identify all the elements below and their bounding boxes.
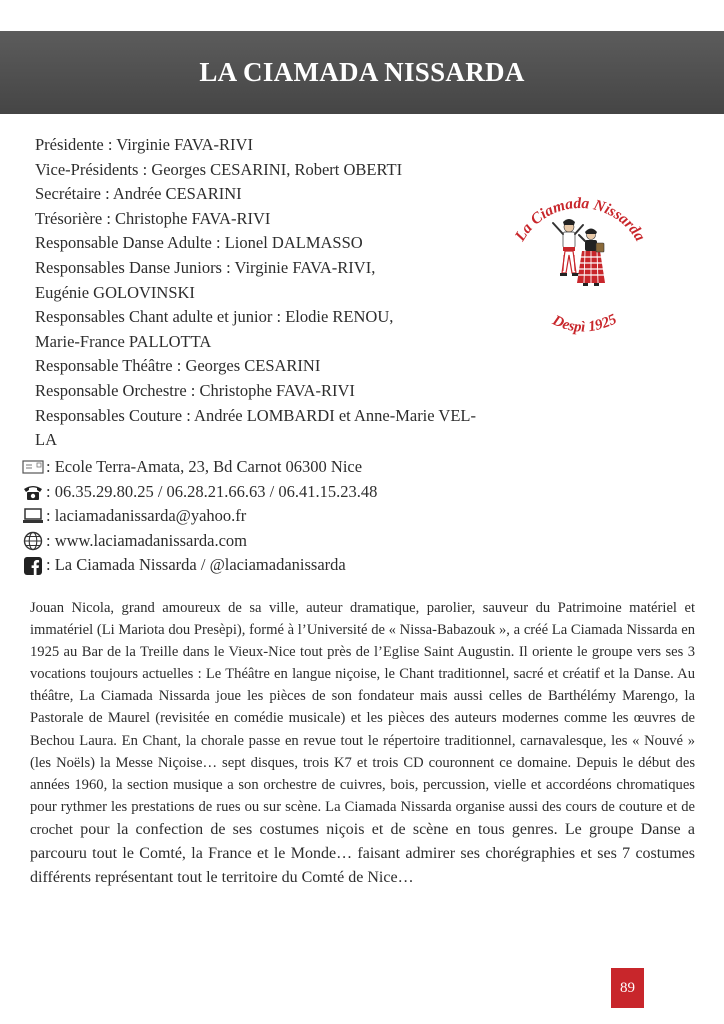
contact-list: [22, 455, 582, 578]
page-number: 89: [611, 968, 644, 1008]
officer-line: Responsable Danse Adulte : Lionel DALMASSO: [35, 233, 363, 253]
logo-top-text: La Ciamada Nissarda: [511, 194, 649, 245]
officer-line: Eugénie GOLOVINSKI: [35, 282, 195, 302]
phone-icon: [22, 483, 44, 501]
website-row: [22, 529, 582, 554]
page-title: LA CIAMADA NISSARDA: [199, 57, 525, 87]
email-row: [22, 504, 582, 529]
officer-line: Responsable Théâtre : Georges CESARINI: [35, 356, 321, 376]
officer-line: Responsable Orchestre : Christophe FAVA-RIVI: [35, 380, 355, 400]
title-banner: [0, 31, 724, 114]
address-row: [22, 455, 582, 480]
officer-line: Responsables Couture : Andrée LOMBARDI et Anne-Marie VEL-: [35, 405, 476, 425]
laptop-icon: [22, 507, 44, 525]
envelope-icon: [22, 458, 44, 476]
phone-row: [22, 480, 582, 505]
association-logo: [505, 185, 655, 345]
officer-line: Trésorière : Christophe FAVA-RIVI: [35, 208, 271, 228]
globe-icon: [22, 532, 44, 550]
facebook-row: [22, 553, 582, 578]
history-text: [30, 597, 695, 890]
officer-line: Présidente : Virginie FAVA-RIVI: [35, 135, 253, 154]
facebook-icon: [22, 557, 44, 575]
officer-line: LA: [35, 430, 57, 450]
officer-line: Responsables Chant adulte et junior : Elodie RENOU,: [35, 307, 394, 327]
phone-text: : 06.35.29.80.25 / 06.28.21.66.63 / 06.41.15.23.48: [46, 481, 378, 501]
logo-bottom-text: Despì 1925: [550, 311, 620, 336]
email-text[interactable]: : laciamadanissarda@yahoo.fr: [46, 506, 247, 526]
dancers-illustration: [553, 219, 605, 286]
officer-line: Vice-Présidents : Georges CESARINI, Robert OBERTI: [35, 159, 403, 179]
officer-line: Secrétaire : Andrée CESARINI: [35, 184, 242, 204]
top-margin: [0, 0, 724, 30]
facebook-text[interactable]: : La Ciamada Nissarda / @laciamadanissarda: [46, 555, 346, 575]
website-text[interactable]: : www.laciamadanissarda.com: [46, 530, 247, 550]
officer-line: Marie-France PALLOTTA: [35, 331, 212, 351]
officer-line: Responsables Danse Juniors : Virginie FAVA-RIVI,: [35, 257, 376, 277]
address-text: : Ecole Terra-Amata, 23, Bd Carnot 06300 Nice: [46, 457, 363, 476]
history-paragraph-end: pour la confection de ses costumes niçois et de scène en tous genres. Le groupe Danse a parcouru tout le Comté, la France et le Monde… faisant admirer ses chorégraphies et ses 7 costumes différents représentant tout le territoire du Comté de Nice…: [30, 820, 695, 886]
history-paragraph: Jouan Nicola, grand amoureux de sa ville, auteur dramatique, parolier, sauveur du Patrimoine matériel et immatériel (Li Mariota dou Presèpi), formé à l’Université de « Nissa-Babazouk », a créé La Ciamada Nissarda en 1925 au Bar de la Treille dans le Vieux-Nice tout près de l’Eglise Saint Augustin. Il oriente le groupe vers ses 3 vocations toujours actuelles : Le Théâtre en langue niçoise, le Chant traditionnel, sacré et créatif et la Danse. Au théâtre, La Ciamada Nissarda joue les pièces de son fondateur mais aussi celles de Barthélémy Marengo, la Pastorale de Maurel (revisitée en comédie musicale) et les pièces des auteurs modernes comme les œuvres de Bechou Laura. En Chant, la chorale passe en revue tout le répertoire traditionnel, carnavalesque, les « Nouvé » (les Noëls) la Messe Niçoise… sept disques, trois K7 et trois CD couronnent ce domaine. Depuis le début des années 1960, la section musique a son orchestre de cuivres, bois, percussion, vielle et accordéons chromatiques pour rythmer les prestations de rues ou sur scène. La Ciamada Nissarda organise aussi des cours de couture et de crochet: [30, 600, 695, 838]
